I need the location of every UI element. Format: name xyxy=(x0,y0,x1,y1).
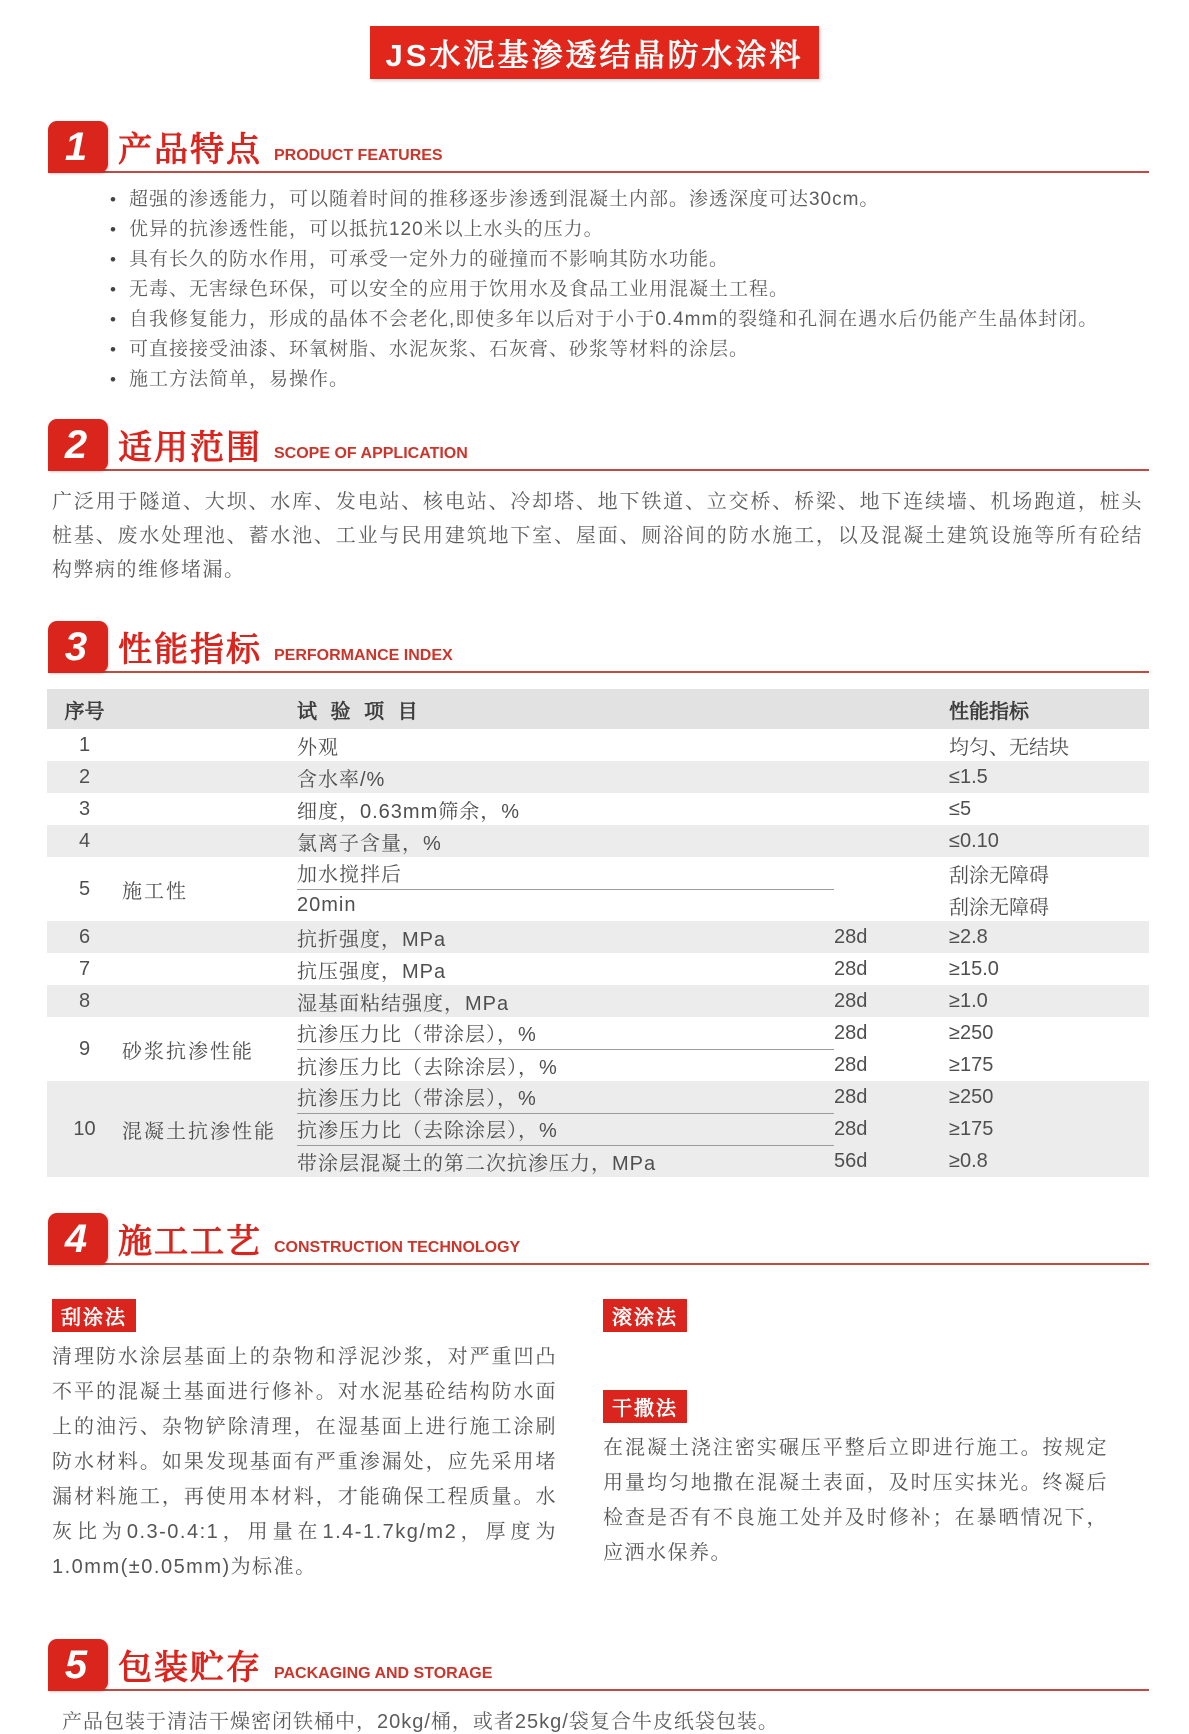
section-title: 产品特点 xyxy=(118,131,262,169)
cell-index-value: ≥0.8 xyxy=(949,1149,988,1172)
title-banner-wrap xyxy=(0,0,1189,79)
spacer xyxy=(603,1332,1108,1374)
cell-no: 10 xyxy=(73,1117,96,1140)
section-construction xyxy=(48,1205,1149,1265)
method-label-dry-sprinkle: 干撒法 xyxy=(603,1390,687,1423)
cell-no: 1 xyxy=(78,733,91,756)
cell-test-item: 湿基面粘结强度，MPa xyxy=(297,992,510,1015)
feature-text: 无毒、无害绿色环保，可以安全的应用于饮用水及食品工业用混凝土工程。 xyxy=(128,279,789,300)
cell-age: 28d xyxy=(834,1021,868,1044)
cell-category: 混凝土抗渗性能 xyxy=(122,1120,276,1143)
feature-text: 超强的渗透能力，可以随着时间的推移逐步渗透到混凝土内部。渗透深度可达30cm。 xyxy=(128,189,880,210)
cell-no: 4 xyxy=(78,829,91,852)
performance-table-body xyxy=(47,729,1149,1177)
cell-category: 施工性 xyxy=(122,880,188,903)
section-number-badge: 3 xyxy=(48,621,108,673)
feature-text: 具有长久的防水作用，可承受一定外力的碰撞而不影响其防水功能。 xyxy=(128,249,729,270)
section-header-scope xyxy=(48,411,1149,471)
feature-item xyxy=(110,365,1149,395)
table-row xyxy=(47,953,1149,985)
section-packaging xyxy=(48,1631,1149,1691)
cell-index-value: ≥250 xyxy=(949,1021,994,1044)
table-row xyxy=(47,857,1149,921)
cell-age: 28d xyxy=(834,1117,868,1140)
cell-index-value: ≤5 xyxy=(949,797,972,820)
cell-test-item: 带涂层混凝土的第二次抗渗压力，MPa xyxy=(297,1152,657,1175)
cell-test-item: 抗渗压力比（去除涂层），% xyxy=(297,1056,558,1079)
cell-index-value: ≤0.10 xyxy=(949,829,999,852)
section-performance xyxy=(48,613,1149,673)
cell-no: 7 xyxy=(78,957,91,980)
cell-test-item: 抗渗压力比（去除涂层），% xyxy=(297,1113,834,1146)
cell-index-value: ≤1.5 xyxy=(949,765,988,788)
cell-no: 6 xyxy=(78,925,91,948)
cell-test-item: 抗渗压力比（带涂层），% xyxy=(297,1017,834,1050)
cell-age: 28d xyxy=(834,1053,868,1076)
section-number-badge: 2 xyxy=(48,419,108,471)
feature-item xyxy=(110,305,1149,335)
bullet-icon: • xyxy=(110,280,117,299)
section-features xyxy=(48,113,1149,395)
section-header-features xyxy=(48,113,1149,173)
cell-index-value: ≥250 xyxy=(949,1085,994,1108)
bullet-icon: • xyxy=(110,370,117,389)
table-header-row xyxy=(47,689,1149,729)
header-cell-no: 序号 xyxy=(64,700,105,723)
cell-test-item: 加水搅拌后 xyxy=(297,857,834,890)
feature-text: 施工方法简单，易操作。 xyxy=(128,369,349,390)
table-row xyxy=(47,1081,1149,1177)
bullet-icon: • xyxy=(110,220,117,239)
cell-category: 砂浆抗渗性能 xyxy=(122,1040,254,1063)
construction-left-column xyxy=(52,1283,557,1605)
section-header-performance xyxy=(48,613,1149,673)
cell-index-value: 均匀、无结块 xyxy=(949,736,1069,759)
cell-test-item: 抗折强度，MPa xyxy=(297,928,447,951)
cell-test-item: 20min xyxy=(297,893,357,916)
page-title: JS水泥基渗透结晶防水涂料 xyxy=(370,26,820,79)
table-row xyxy=(47,985,1149,1017)
feature-item xyxy=(110,335,1149,365)
table-row xyxy=(47,1017,1149,1081)
feature-item xyxy=(110,275,1149,305)
header-cell-index: 性能指标 xyxy=(949,700,1029,723)
bullet-icon: • xyxy=(110,250,117,269)
table-row xyxy=(47,825,1149,857)
cell-index-value: ≥175 xyxy=(949,1117,994,1140)
cell-age: 28d xyxy=(834,1085,868,1108)
cell-index-value: ≥175 xyxy=(949,1053,994,1076)
construction-right-column xyxy=(603,1283,1108,1605)
section-subtitle: CONSTRUCTION TECHNOLOGY xyxy=(274,1239,521,1256)
cell-test-item: 氯离子含量，% xyxy=(297,832,442,855)
cell-test-item: 含水率/% xyxy=(297,768,386,791)
cell-age: 28d xyxy=(834,925,868,948)
cell-age: 56d xyxy=(834,1149,868,1172)
cell-no: 9 xyxy=(78,1037,91,1060)
feature-item xyxy=(110,185,1149,215)
section-scope xyxy=(48,411,1149,471)
feature-text: 自我修复能力，形成的晶体不会老化,即使多年以后对于小于0.4mm的裂缝和孔洞在遇水后仍能产生晶体封闭。 xyxy=(128,309,1099,330)
cell-index-value: ≥1.0 xyxy=(949,989,988,1012)
table-row xyxy=(47,729,1149,761)
cell-test-item: 抗压强度，MPa xyxy=(297,960,447,983)
cell-test-item: 细度，0.63mm筛余，% xyxy=(297,800,521,823)
cell-no: 3 xyxy=(78,797,91,820)
section-title: 适用范围 xyxy=(118,429,262,467)
cell-index-value: 刮涂无障碍 xyxy=(949,864,1049,887)
scrape-method-text: 清理防水涂层基面上的杂物和浮泥沙浆，对严重凹凸不平的混凝土基面进行修补。对水泥基砼结构防水面上的油污、杂物铲除清理，在湿基面上进行施工涂刷防水材料。如果发现基面有严重渗漏处，应先采用堵漏材料施工，再使用本材料，才能确保工程质量。水灰比为0.3-0.4:1，用量在1.4-1.7kg/m2，厚度为1.0mm(±0.05mm)为标准。 xyxy=(52,1346,557,1578)
section-title: 施工工艺 xyxy=(118,1223,262,1261)
cell-no: 8 xyxy=(78,989,91,1012)
cell-test-item: 抗渗压力比（带涂层），% xyxy=(297,1081,834,1114)
section-header-construction xyxy=(48,1205,1149,1265)
table-row xyxy=(47,761,1149,793)
bullet-icon: • xyxy=(110,310,117,329)
section-subtitle: PACKAGING AND STORAGE xyxy=(274,1665,493,1682)
cell-test-item: 外观 xyxy=(297,736,339,759)
section-number-badge: 5 xyxy=(48,1639,108,1691)
section-subtitle: PERFORMANCE INDEX xyxy=(274,647,453,664)
section-title: 性能指标 xyxy=(118,631,262,669)
performance-table xyxy=(47,689,1149,1177)
feature-text: 可直接接受油漆、环氧树脂、水泥灰浆、石灰膏、砂浆等材料的涂层。 xyxy=(128,339,749,360)
cell-index-value: ≥15.0 xyxy=(949,957,999,980)
packaging-text: 产品包装于清洁干燥密闭铁桶中，20kg/桶，或者25kg/袋复合牛皮纸袋包装。 xyxy=(62,1711,779,1733)
feature-list xyxy=(48,185,1149,395)
feature-text: 优异的抗渗透性能，可以抵抗120米以上水头的压力。 xyxy=(128,219,604,240)
cell-age: 28d xyxy=(834,957,868,980)
section-subtitle: SCOPE OF APPLICATION xyxy=(274,445,468,462)
method-label-roll-coating: 滚涂法 xyxy=(603,1299,687,1332)
section-subtitle: PRODUCT FEATURES xyxy=(274,147,443,164)
section-header-packaging xyxy=(48,1631,1149,1691)
cell-no: 2 xyxy=(78,765,91,788)
cell-index-value: 刮涂无障碍 xyxy=(949,896,1049,919)
cell-no: 5 xyxy=(78,877,91,900)
cell-index-value: ≥2.8 xyxy=(949,925,988,948)
cell-age: 28d xyxy=(834,989,868,1012)
bullet-icon: • xyxy=(110,340,117,359)
bullet-icon: • xyxy=(110,190,117,209)
header-cell-test-item: 试 验 项 目 xyxy=(297,700,422,723)
section-number-badge: 4 xyxy=(48,1213,108,1265)
construction-columns xyxy=(52,1283,1149,1605)
scope-text: 广泛用于隧道、大坝、水库、发电站、核电站、冷却塔、地下铁道、立交桥、桥梁、地下连续墙、机场跑道，桩头桩基、废水处理池、蓄水池、工业与民用建筑地下室、屋面、厕浴间的防水施工，以及混凝土建筑设施等所有砼结构弊病的维修堵漏。 xyxy=(52,491,1143,581)
method-label-scrape-coating: 刮涂法 xyxy=(52,1299,136,1332)
section-number-badge: 1 xyxy=(48,121,108,173)
feature-item xyxy=(110,215,1149,245)
table-row xyxy=(47,921,1149,953)
table-row xyxy=(47,793,1149,825)
section-title: 包装贮存 xyxy=(118,1649,262,1687)
feature-item xyxy=(110,245,1149,275)
dry-sprinkle-method-text: 在混凝土浇注密实碾压平整后立即进行施工。按规定用量均匀地撒在混凝土表面，及时压实抹光。终凝后检查是否有不良施工处并及时修补；在暴晒情况下，应洒水保养。 xyxy=(603,1437,1108,1564)
